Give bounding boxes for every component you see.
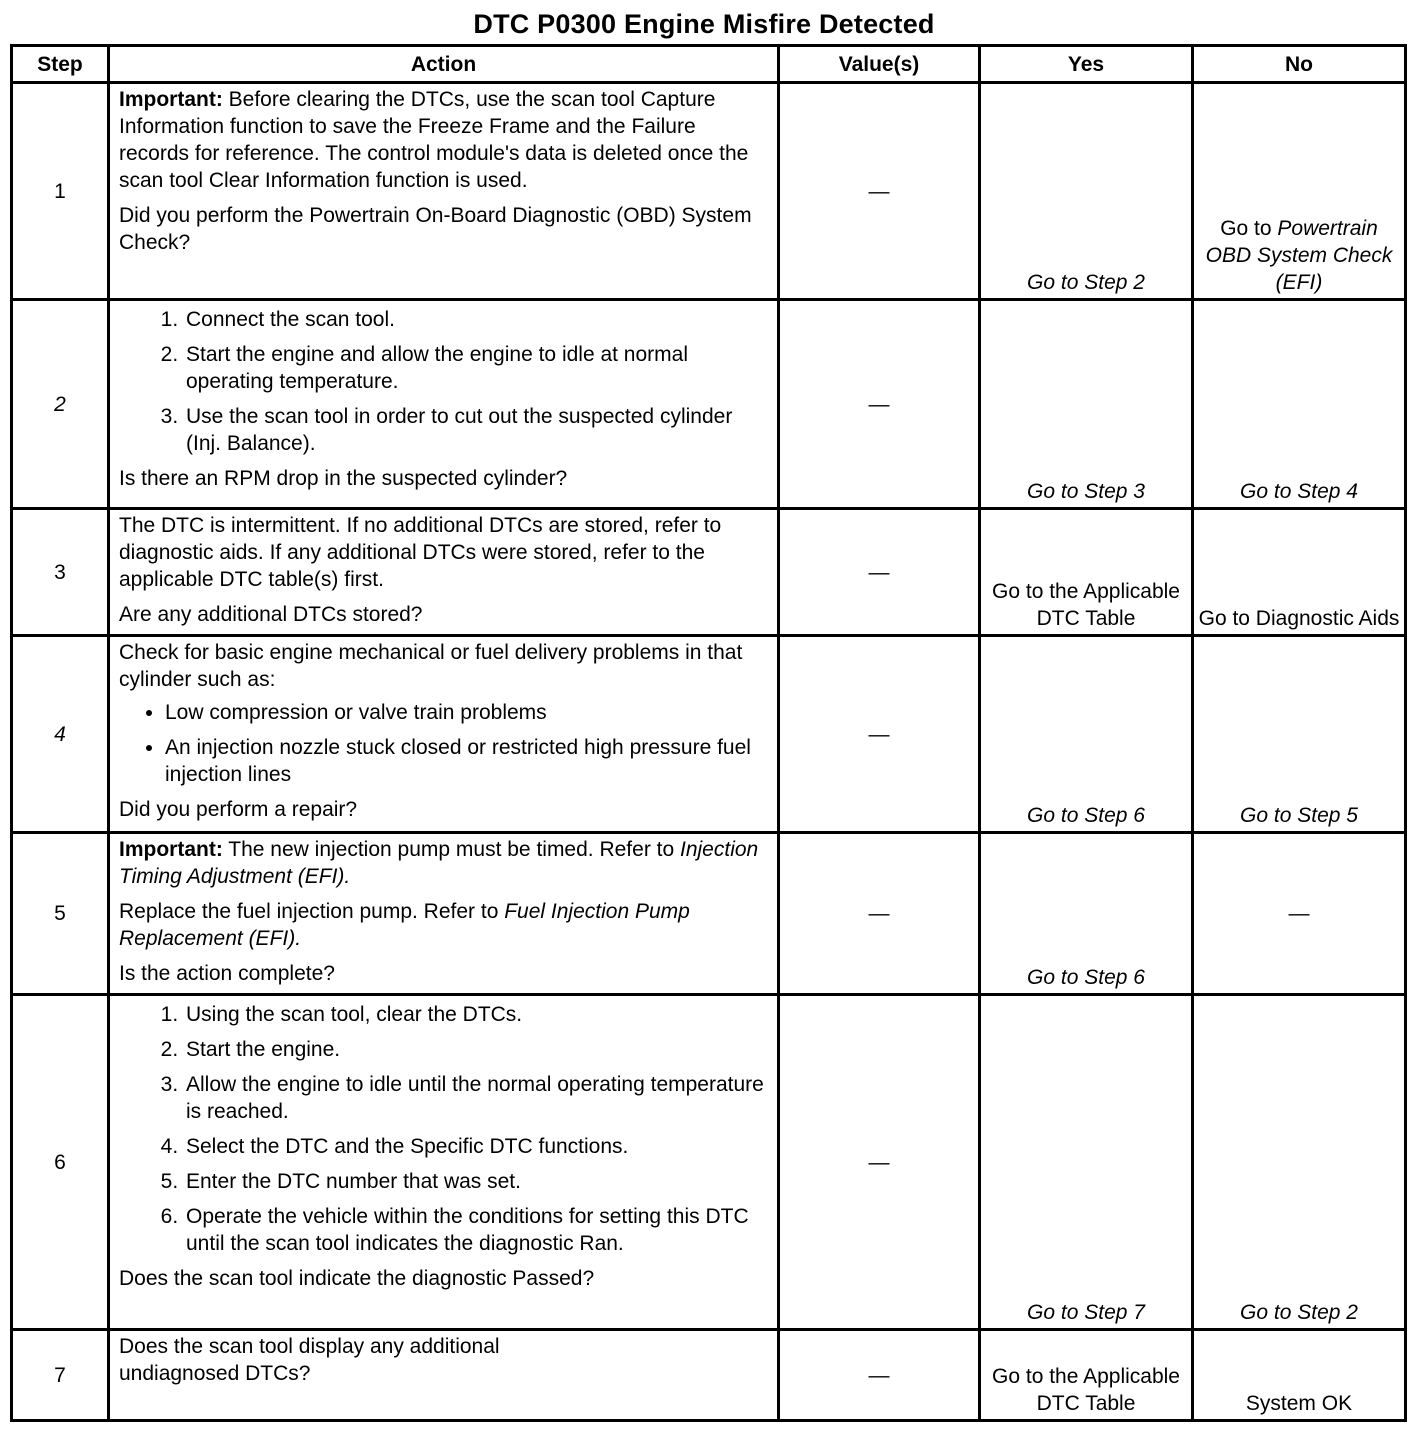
table-row-step-4 xyxy=(12,636,1406,833)
yes-cell: Go to Step 6 xyxy=(980,833,1193,995)
action-question: Did you perform a repair? xyxy=(119,798,358,821)
action-text-prefix: Replace the fuel injection pump. Refer to xyxy=(119,900,505,923)
yes-cell: Go to Step 7 xyxy=(980,995,1193,1330)
table-row-step-2 xyxy=(12,300,1406,509)
action-cell xyxy=(109,300,779,509)
table-row-step-7 xyxy=(12,1330,1406,1421)
yes-cell: Go to Step 2 xyxy=(980,83,1193,300)
step-number: 3 xyxy=(12,509,109,636)
no-cell xyxy=(1193,83,1406,300)
action-cell xyxy=(109,636,779,833)
yes-cell: Go to Step 3 xyxy=(980,300,1193,509)
action-text: Check for basic engine mechanical or fuel delivery problems in that cylinder such as: xyxy=(119,641,743,691)
no-cell: Go to Step 4 xyxy=(1193,300,1406,509)
no-cell: Go to Step 5 xyxy=(1193,636,1406,833)
list-item: 6. Operate the vehicle within the conditions for setting this DTC until the scan tool indicates the diagnostic Ran. xyxy=(184,1203,769,1257)
action-question: Are any additional DTCs stored? xyxy=(119,603,423,626)
step-number: 6 xyxy=(12,995,109,1330)
action-question: Does the scan tool indicate the diagnostic Passed? xyxy=(119,1267,595,1290)
action-steps xyxy=(119,306,769,457)
header-action: Action xyxy=(109,46,779,83)
action-text xyxy=(119,898,769,952)
action-question: Does the scan tool display any additional undiagnosed DTCs? xyxy=(119,1335,500,1385)
important-label: Important: xyxy=(119,838,223,861)
action-steps xyxy=(119,1001,769,1257)
action-cell xyxy=(109,1330,779,1421)
important-note xyxy=(119,836,769,890)
header-values: Value(s) xyxy=(779,46,980,83)
list-item: 5. Enter the DTC number that was set. xyxy=(184,1168,769,1195)
action-question: Did you perform the Powertrain On-Board Diagnostic (OBD) System Check? xyxy=(119,204,752,254)
action-bullets xyxy=(119,699,769,788)
page-title: DTC P0300 Engine Misfire Detected xyxy=(473,9,935,39)
no-prefix: Go to xyxy=(1220,217,1278,240)
step-number: 1 xyxy=(12,83,109,300)
list-item: 4. Select the DTC and the Specific DTC functions. xyxy=(184,1133,769,1160)
step-number: 7 xyxy=(12,1330,109,1421)
step-number: 2 xyxy=(12,300,109,509)
action-cell xyxy=(109,509,779,636)
action-text: The DTC is intermittent. If no additional DTCs are stored, refer to diagnostic aids. If any additional DTCs were stored, refer to the applicable DTC table(s) first. xyxy=(119,514,722,591)
no-cell: System OK xyxy=(1193,1330,1406,1421)
list-item: • An injection nozzle stuck closed or restricted high pressure fuel injection lines xyxy=(165,734,769,788)
value-cell: — xyxy=(779,636,980,833)
list-item: 3. Use the scan tool in order to cut out the suspected cylinder (Inj. Balance). xyxy=(184,403,769,457)
value-cell: — xyxy=(779,833,980,995)
yes-cell: Go to the Applicable DTC Table xyxy=(980,1330,1193,1421)
header-row xyxy=(12,46,1406,83)
list-item: 2. Start the engine. xyxy=(184,1036,769,1063)
value-cell: — xyxy=(779,1330,980,1421)
table-row-step-3 xyxy=(12,509,1406,636)
important-link: Injection Timing Adjustment (EFI). xyxy=(119,838,759,888)
no-cell: Go to Step 2 xyxy=(1193,995,1406,1330)
value-cell: — xyxy=(779,300,980,509)
value-cell: — xyxy=(779,995,980,1330)
header-step: Step xyxy=(12,46,109,83)
important-text: The new injection pump must be timed. Refer to xyxy=(222,838,680,861)
header-no: No xyxy=(1193,46,1406,83)
no-cell: — xyxy=(1193,833,1406,995)
header-yes: Yes xyxy=(980,46,1193,83)
table-row-step-1 xyxy=(12,83,1406,300)
value-cell: — xyxy=(779,83,980,300)
list-item: • Low compression or valve train problems xyxy=(165,699,769,726)
important-label: Important: xyxy=(119,88,223,111)
action-text-link: Fuel Injection Pump Replacement (EFI). xyxy=(119,900,690,950)
list-item: 2. Start the engine and allow the engine to idle at normal operating temperature. xyxy=(184,341,769,395)
action-cell xyxy=(109,833,779,995)
value-cell: — xyxy=(779,509,980,636)
table-row-step-6 xyxy=(12,995,1406,1330)
step-number: 5 xyxy=(12,833,109,995)
action-cell xyxy=(109,83,779,300)
action-cell xyxy=(109,995,779,1330)
action-question: Is the action complete? xyxy=(119,962,335,985)
list-item: 3. Allow the engine to idle until the normal operating temperature is reached. xyxy=(184,1071,769,1125)
no-cell: Go to Diagnostic Aids xyxy=(1193,509,1406,636)
no-link: Powertrain OBD System Check (EFI) xyxy=(1205,217,1393,294)
step-number: 4 xyxy=(12,636,109,833)
list-item: 1. Using the scan tool, clear the DTCs. xyxy=(184,1001,769,1028)
action-question: Is there an RPM drop in the suspected cylinder? xyxy=(119,467,568,490)
table-row-step-5 xyxy=(12,833,1406,995)
yes-cell: Go to Step 6 xyxy=(980,636,1193,833)
important-text: Before clearing the DTCs, use the scan tool Capture Information function to save the Freeze Frame and the Failure records for reference. The control module's data is deleted once the scan tool Clear Information function is used. xyxy=(119,88,749,192)
diagnostic-table xyxy=(10,44,1407,1422)
list-item: 1. Connect the scan tool. xyxy=(184,306,769,333)
important-note xyxy=(119,86,769,194)
yes-cell: Go to the Applicable DTC Table xyxy=(980,509,1193,636)
